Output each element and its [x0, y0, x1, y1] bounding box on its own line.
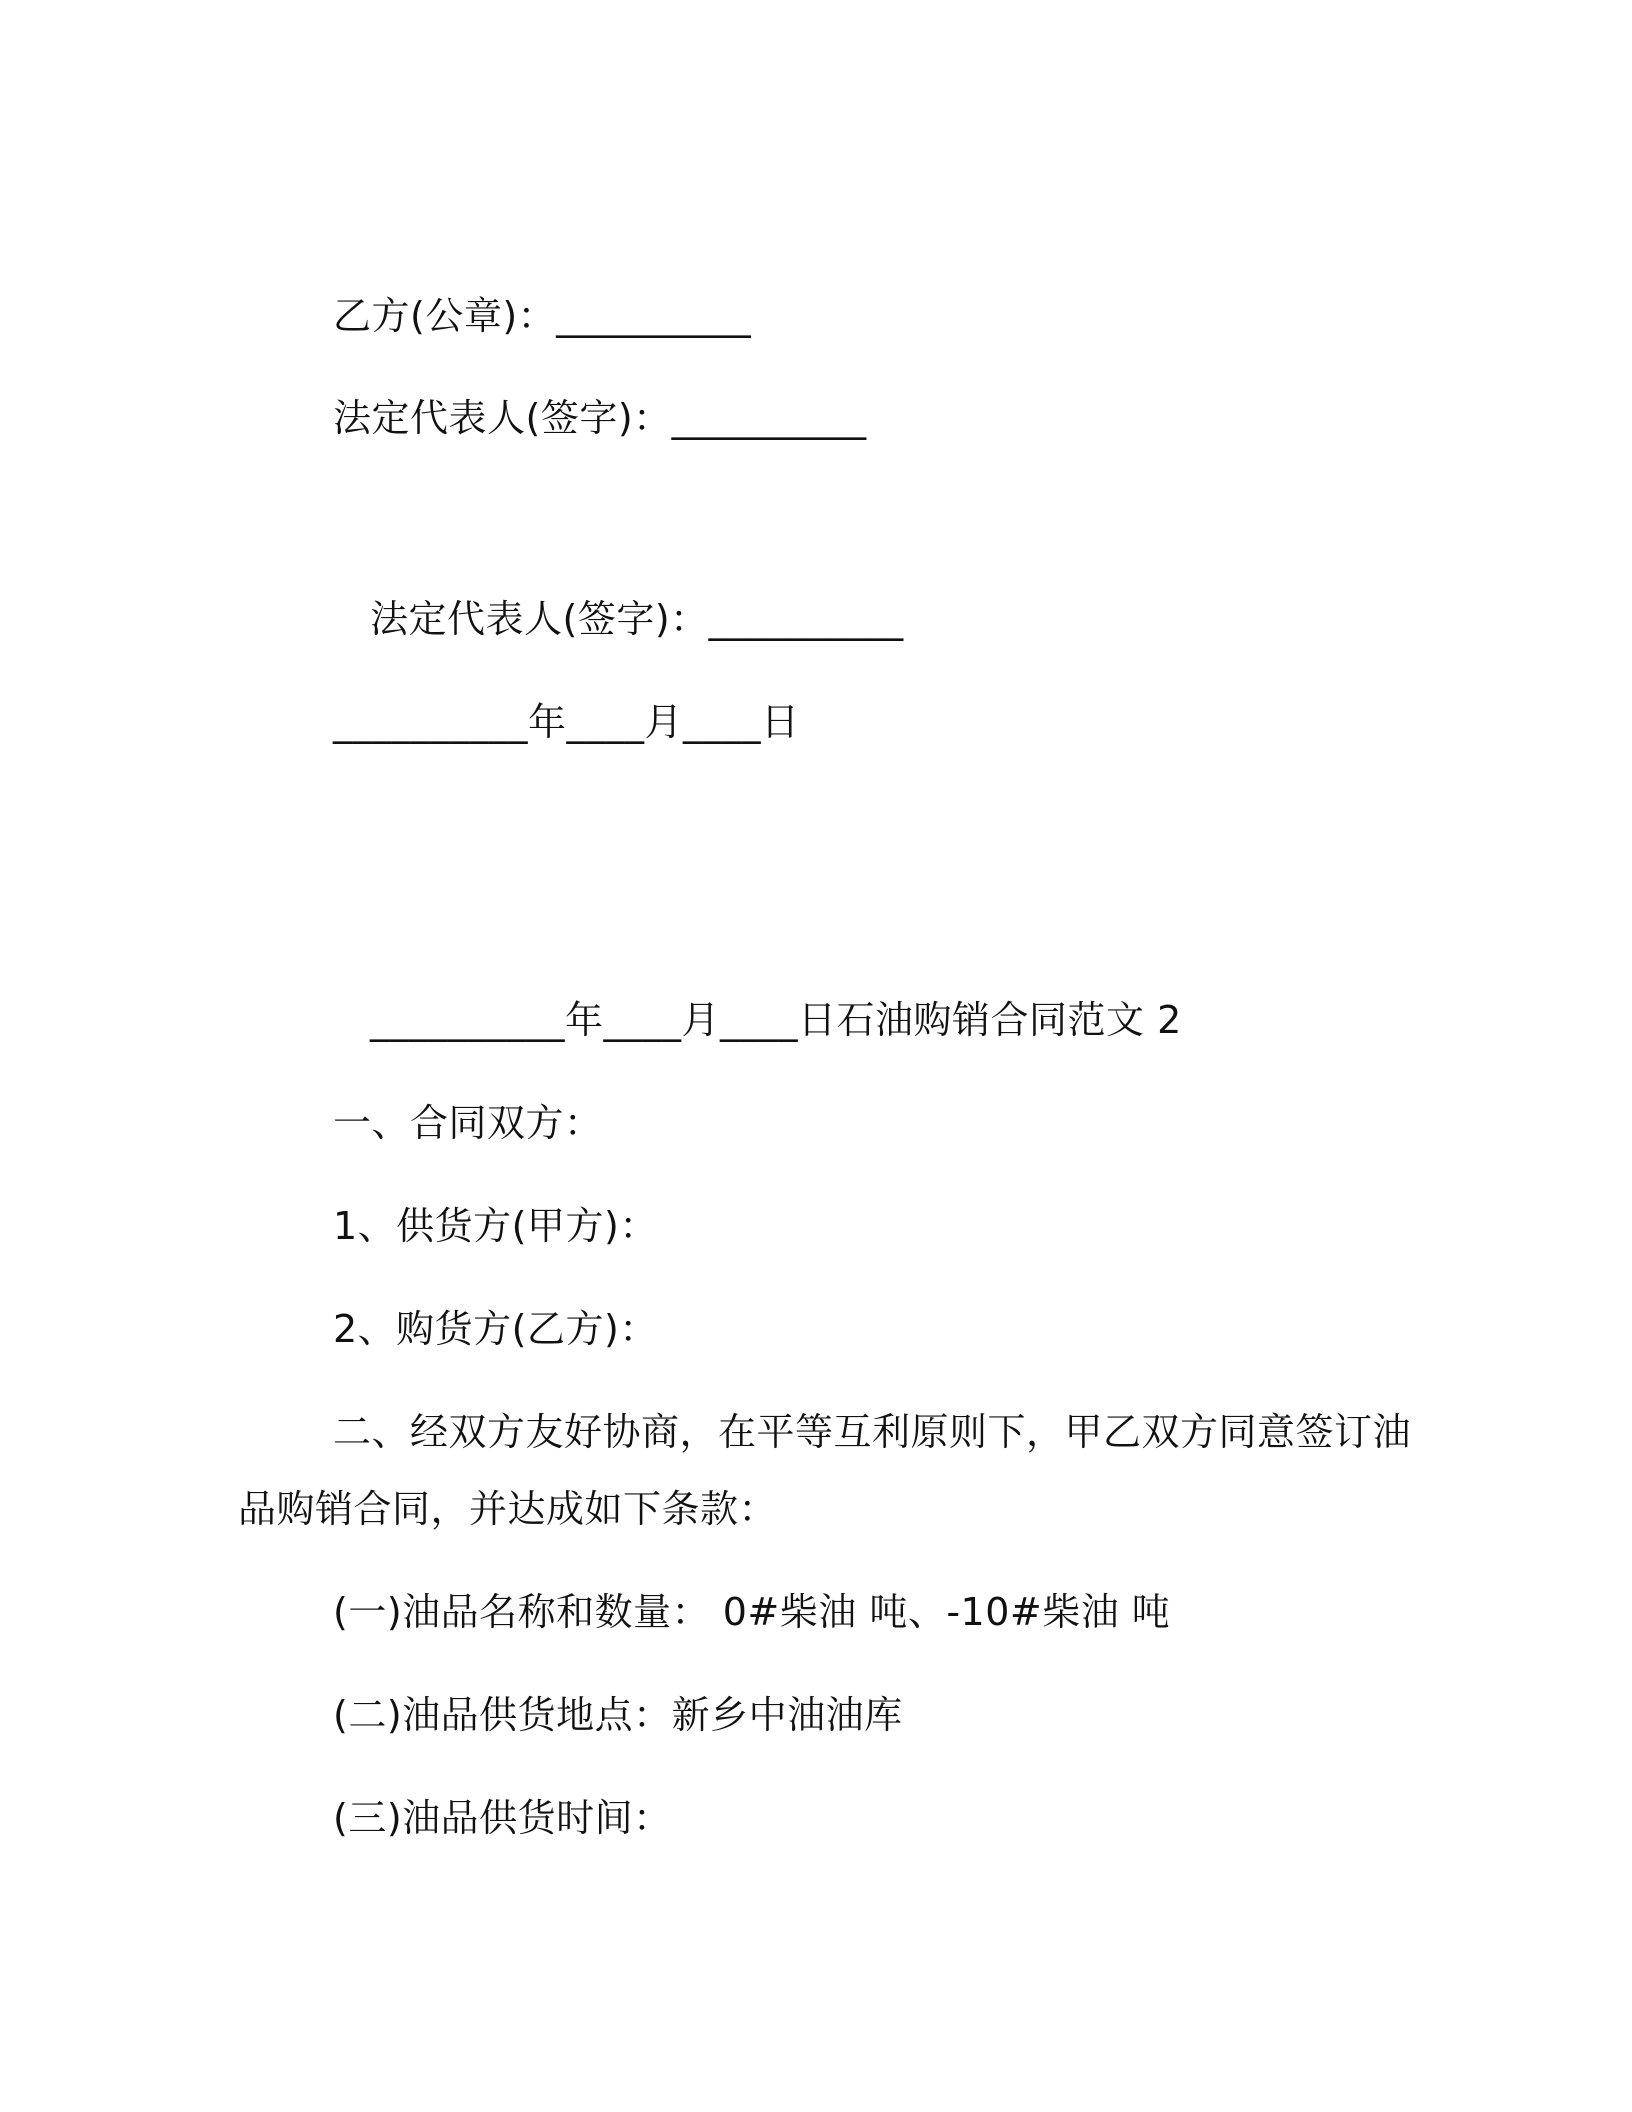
contract-title-line: __________年____月____日石油购销合同范文 2 — [370, 998, 1182, 1042]
section-heading-parties: 一、合同双方： — [333, 1101, 603, 1145]
supply-time-line: (三)油品供货时间： — [333, 1796, 672, 1840]
party-b-seal-line: 乙方(公章)：__________ — [333, 294, 752, 338]
buyer-line: 2、购货方(乙方)： — [333, 1307, 658, 1351]
legal-rep-signature-line-2: 法定代表人(签字)：__________ — [370, 597, 904, 641]
supplier-line: 1、供货方(甲方)： — [333, 1204, 658, 1248]
section-2-paragraph-line-1: 二、经双方友好协商，在平等互利原则下，甲乙双方同意签订油 — [333, 1410, 1412, 1454]
oil-name-quantity-line: (一)油品名称和数量： 0#柴油 吨、-10#柴油 吨 — [333, 1590, 1171, 1634]
section-2-paragraph-line-2: 品购销合同，并达成如下条款： — [238, 1487, 778, 1531]
legal-rep-signature-line: 法定代表人(签字)：__________ — [333, 396, 867, 440]
supply-location-line: (二)油品供货地点：新乡中油油库 — [333, 1693, 903, 1737]
signature-date-line: __________年____月____日 — [333, 700, 800, 744]
